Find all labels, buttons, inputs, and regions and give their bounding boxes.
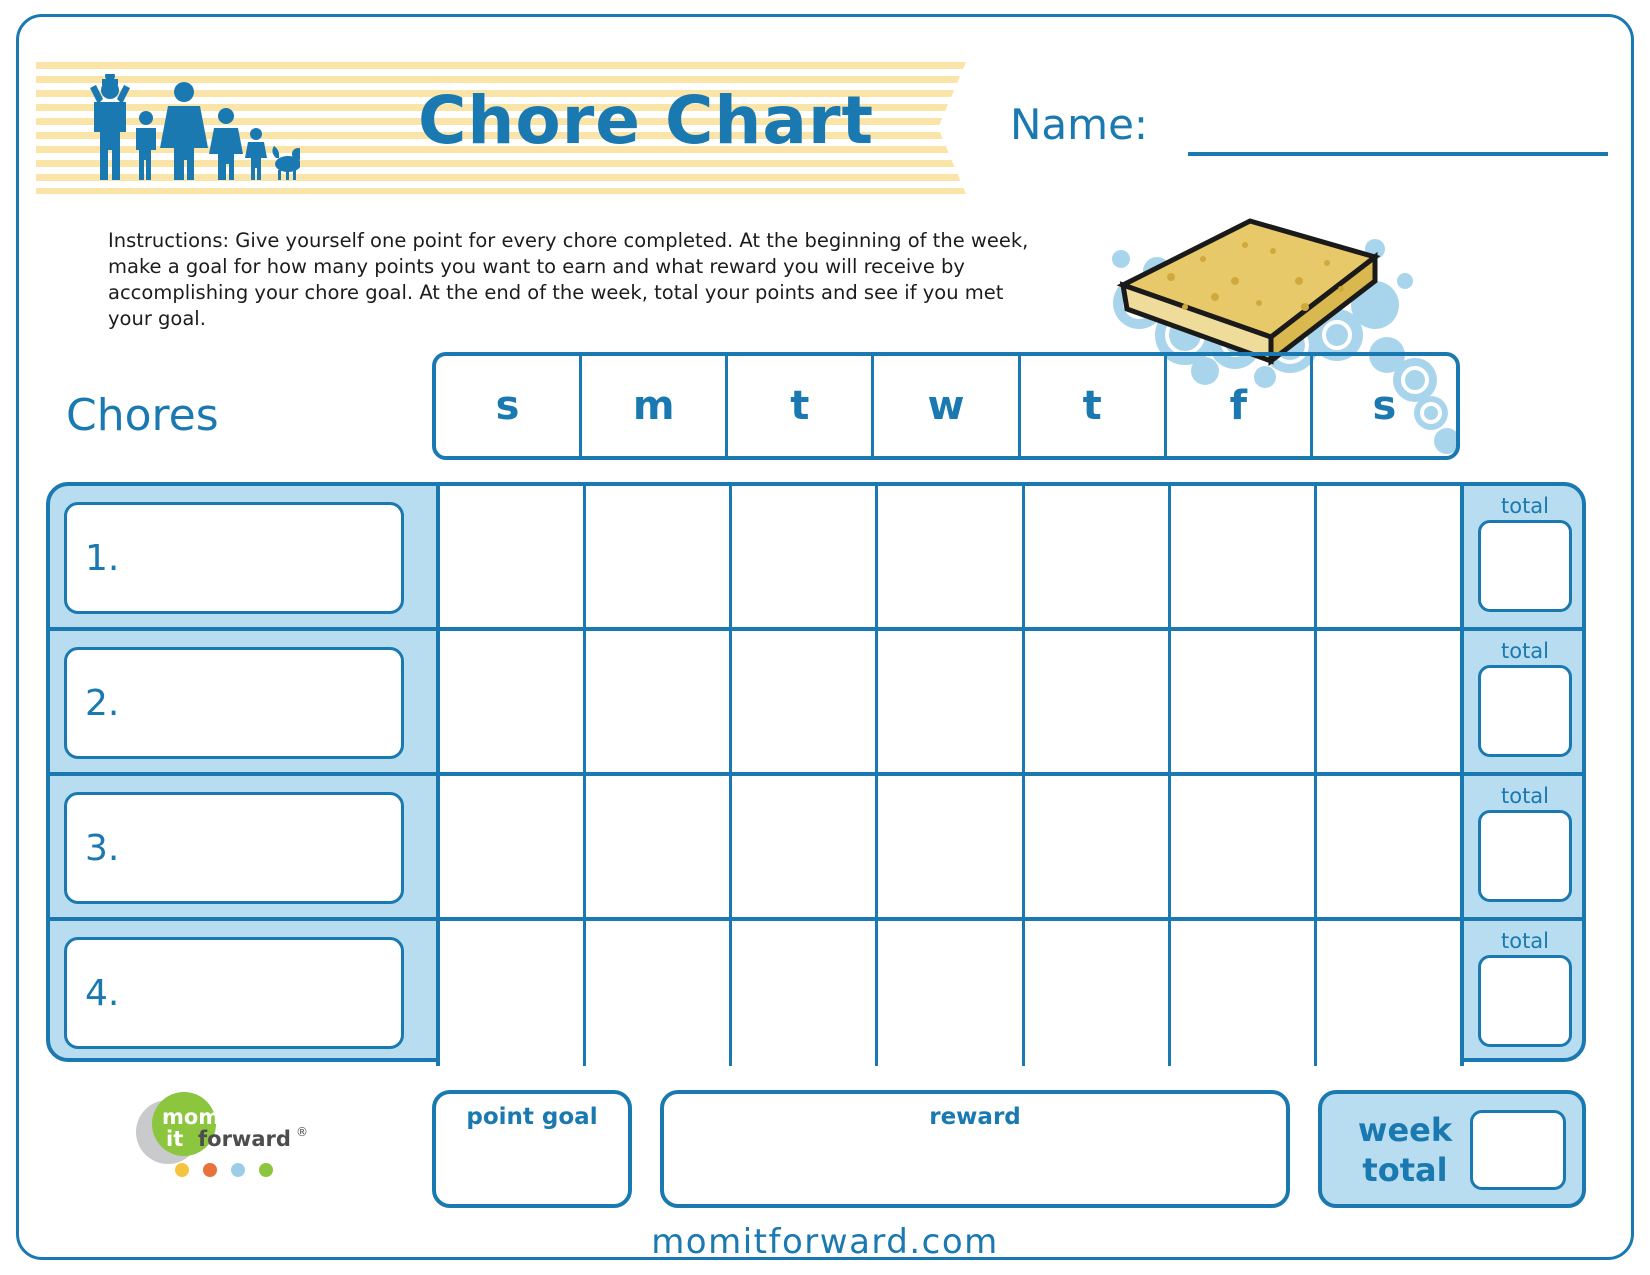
check-cell[interactable] bbox=[878, 921, 1024, 1066]
day-header-fri: f bbox=[1167, 356, 1313, 456]
week-total-input[interactable] bbox=[1470, 1110, 1566, 1190]
name-input-line[interactable] bbox=[1188, 152, 1608, 156]
table-row bbox=[50, 486, 1582, 631]
row-total-label: total bbox=[1500, 494, 1550, 518]
check-cell[interactable] bbox=[1317, 776, 1460, 921]
check-cell[interactable] bbox=[586, 776, 732, 921]
svg-text:®: ® bbox=[296, 1125, 308, 1139]
mom-it-forward-logo bbox=[126, 1090, 341, 1185]
table-row bbox=[50, 776, 1582, 921]
check-cell[interactable] bbox=[1317, 631, 1460, 776]
chore-input-1[interactable]: 1. bbox=[64, 502, 404, 614]
day-header-tue: t bbox=[728, 356, 874, 456]
check-cell[interactable] bbox=[878, 776, 1024, 921]
site-url: momitforward.com bbox=[651, 1222, 999, 1262]
svg-text:it: it bbox=[166, 1127, 184, 1151]
day-header-wed: w bbox=[874, 356, 1020, 456]
chore-input-4[interactable]: 4. bbox=[64, 937, 404, 1049]
week-total-group bbox=[1318, 1090, 1586, 1208]
check-cell[interactable] bbox=[440, 921, 586, 1066]
day-header-row bbox=[432, 352, 1460, 460]
check-cells-row-4 bbox=[436, 921, 1464, 1066]
check-cell[interactable] bbox=[1171, 921, 1317, 1066]
check-cell[interactable] bbox=[1025, 631, 1171, 776]
check-cell[interactable] bbox=[586, 921, 732, 1066]
header bbox=[36, 62, 1006, 194]
name-field-group bbox=[1010, 100, 1610, 170]
day-header-thu: t bbox=[1021, 356, 1167, 456]
chore-input-2[interactable]: 2. bbox=[64, 647, 404, 759]
check-cell[interactable] bbox=[732, 776, 878, 921]
reward-field[interactable] bbox=[660, 1090, 1290, 1208]
check-cell[interactable] bbox=[878, 631, 1024, 776]
day-header-sun: s bbox=[436, 356, 582, 456]
row-total-1 bbox=[1468, 486, 1582, 631]
row-total-2 bbox=[1468, 631, 1582, 776]
check-cell[interactable] bbox=[1171, 776, 1317, 921]
row-total-label: total bbox=[1500, 929, 1550, 953]
check-cell[interactable] bbox=[1025, 921, 1171, 1066]
check-cell[interactable] bbox=[1171, 486, 1317, 631]
check-cell[interactable] bbox=[440, 486, 586, 631]
point-goal-field[interactable] bbox=[432, 1090, 632, 1208]
row-total-3 bbox=[1468, 776, 1582, 921]
svg-text:forward: forward bbox=[198, 1127, 291, 1151]
row-total-input[interactable] bbox=[1478, 520, 1572, 612]
row-total-input[interactable] bbox=[1478, 810, 1572, 902]
point-goal-label: point goal bbox=[466, 1104, 598, 1130]
instructions-text: Instructions: Give yourself one point for every chore completed. At the beginning of the week, make a goal for how many points you want to earn and what reward you will receive by accomplishing your chore goal. At the end of the week, total your points and see if you met your goal. bbox=[108, 229, 1029, 330]
chore-input-3[interactable]: 3. bbox=[64, 792, 404, 904]
name-label: Name: bbox=[1010, 100, 1149, 149]
check-cell[interactable] bbox=[878, 486, 1024, 631]
check-cell[interactable] bbox=[732, 921, 878, 1066]
page-title: Chore Chart bbox=[417, 82, 875, 159]
table-row bbox=[50, 631, 1582, 776]
reward-label: reward bbox=[929, 1104, 1021, 1130]
family-silhouette-icon bbox=[80, 74, 300, 182]
check-cell[interactable] bbox=[732, 631, 878, 776]
day-header-mon: m bbox=[582, 356, 728, 456]
check-cell[interactable] bbox=[586, 486, 732, 631]
row-total-input[interactable] bbox=[1478, 955, 1572, 1047]
table-row bbox=[50, 921, 1582, 1066]
chores-heading: Chores bbox=[66, 390, 219, 441]
chore-rows-panel bbox=[46, 482, 1586, 1062]
check-cells-row-3 bbox=[436, 776, 1464, 921]
row-total-4 bbox=[1468, 921, 1582, 1066]
check-cells-row-2 bbox=[436, 631, 1464, 776]
check-cell[interactable] bbox=[732, 486, 878, 631]
check-cells-row-1 bbox=[436, 486, 1464, 631]
row-total-label: total bbox=[1500, 784, 1550, 808]
svg-text:mom: mom bbox=[162, 1105, 221, 1129]
check-cell[interactable] bbox=[1317, 486, 1460, 631]
check-cell[interactable] bbox=[440, 631, 586, 776]
day-header-sat: s bbox=[1372, 383, 1397, 429]
check-cell[interactable] bbox=[1025, 776, 1171, 921]
row-total-label: total bbox=[1500, 639, 1550, 663]
week-total-label: week total bbox=[1357, 1111, 1453, 1189]
check-cell[interactable] bbox=[1171, 631, 1317, 776]
check-cell[interactable] bbox=[1025, 486, 1171, 631]
check-cell[interactable] bbox=[1317, 921, 1460, 1066]
check-cell[interactable] bbox=[586, 631, 732, 776]
row-total-input[interactable] bbox=[1478, 665, 1572, 757]
check-cell[interactable] bbox=[440, 776, 586, 921]
